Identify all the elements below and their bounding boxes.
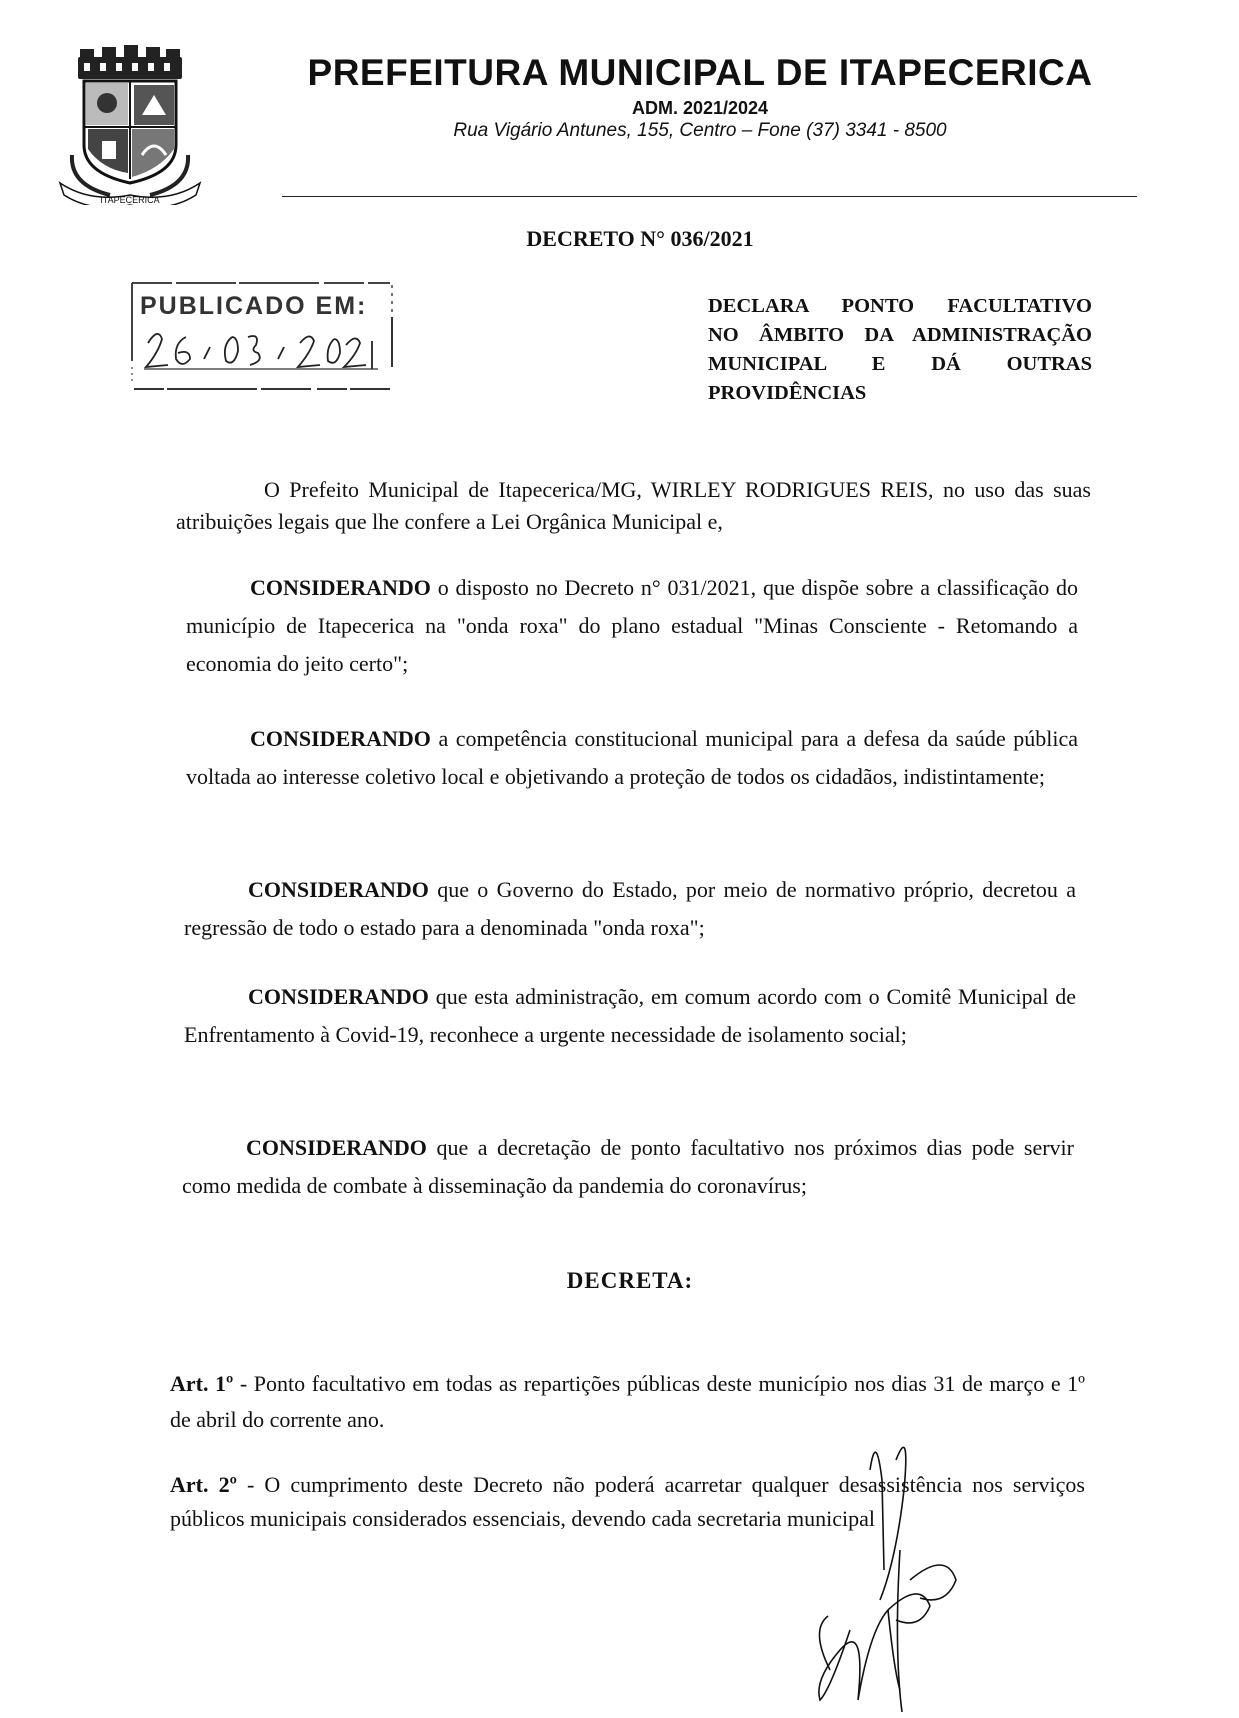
considerando-text: a competência constitucional municipal para a defesa da saúde pública voltada ao interesse coletivo local e objetivando a proteção de todos os cidadãos, indistintamente; bbox=[186, 726, 1079, 789]
municipal-crest-logo bbox=[50, 45, 210, 205]
article-text: - Ponto facultativo em todas as repartições públicas deste município nos dias 31 de março e 1º de abril do corrente ano. bbox=[170, 1371, 1086, 1432]
considerando-keyword: CONSIDERANDO bbox=[250, 575, 431, 600]
administration-period: ADM. 2021/2024 bbox=[631, 98, 769, 118]
considerando-paragraph bbox=[184, 871, 1076, 947]
address-line: Rua Vigário Antunes, 155, Centro – Fone (37) 3341 - 8500 bbox=[453, 120, 947, 141]
considerando-text: que a decretação de ponto facultativo nos próximos dias pode servir como medida de combate à disseminação da pandemia do coronavírus; bbox=[182, 1135, 1074, 1198]
article-text: - O cumprimento deste Decreto não poderá acarretar qualquer desassistência nos serviços públicos municipais considerados essenciais, devendo cada secretaria municipal bbox=[170, 1472, 1085, 1531]
decree-summary bbox=[708, 292, 1092, 408]
considerando-text: que o Governo do Estado, por meio de normativo próprio, decretou a regressão de todo o estado para a denominada "onda roxa"; bbox=[184, 877, 1077, 940]
considerando-paragraph bbox=[186, 720, 1078, 796]
considerando-keyword: CONSIDERANDO bbox=[248, 984, 429, 1009]
considerando-paragraph bbox=[182, 1129, 1074, 1205]
crest-ribbon-text: ITAPECERICA bbox=[100, 195, 160, 205]
summary-line: MUNICIPAL E DÁ OUTRAS bbox=[708, 353, 1092, 375]
considerando-paragraph bbox=[186, 569, 1078, 683]
considerando-text: que esta administração, em comum acordo com o Comitê Municipal de Enfrentamento à Covid-19, reconhece a urgente necessidade de isolamento social; bbox=[184, 984, 1077, 1047]
article-label: Art. 2º bbox=[170, 1472, 237, 1497]
considerando-keyword: CONSIDERANDO bbox=[248, 877, 429, 902]
considerando-paragraph bbox=[184, 978, 1076, 1054]
summary-line: DECLARA PONTO FACULTATIVO bbox=[708, 295, 1092, 317]
article-label: Art. 1º bbox=[170, 1371, 234, 1396]
handwritten-signature bbox=[770, 1430, 990, 1715]
stamp-label: PUBLICADO EM: bbox=[140, 292, 368, 320]
decreta-heading: DECRETA: bbox=[566, 1268, 694, 1293]
article-1 bbox=[170, 1366, 1085, 1438]
considerando-keyword: CONSIDERANDO bbox=[250, 726, 431, 751]
intro-paragraph: O Prefeito Municipal de Itapecerica/MG, WIRLEY RODRIGUES REIS, no uso das suas atribuições legais que lhe confere a Lei Orgânica Municipal e, bbox=[176, 477, 1091, 534]
page-title: PREFEITURA MUNICIPAL DE ITAPECERICA bbox=[307, 52, 1093, 93]
header-divider bbox=[282, 196, 1137, 197]
considerando-keyword: CONSIDERANDO bbox=[246, 1135, 427, 1160]
considerando-text: o disposto no Decreto n° 031/2021, que dispõe sobre a classificação do município de Itapecerica na "onda roxa" do plano estadual "Minas Consciente - Retomando a economia do jeito certo"; bbox=[186, 575, 1079, 676]
summary-line: PROVIDÊNCIAS bbox=[708, 382, 867, 404]
decree-number: DECRETO N° 036/2021 bbox=[526, 226, 754, 251]
summary-line: NO ÂMBITO DA ADMINISTRAÇÃO bbox=[708, 324, 1092, 346]
handwritten-date bbox=[146, 334, 372, 369]
